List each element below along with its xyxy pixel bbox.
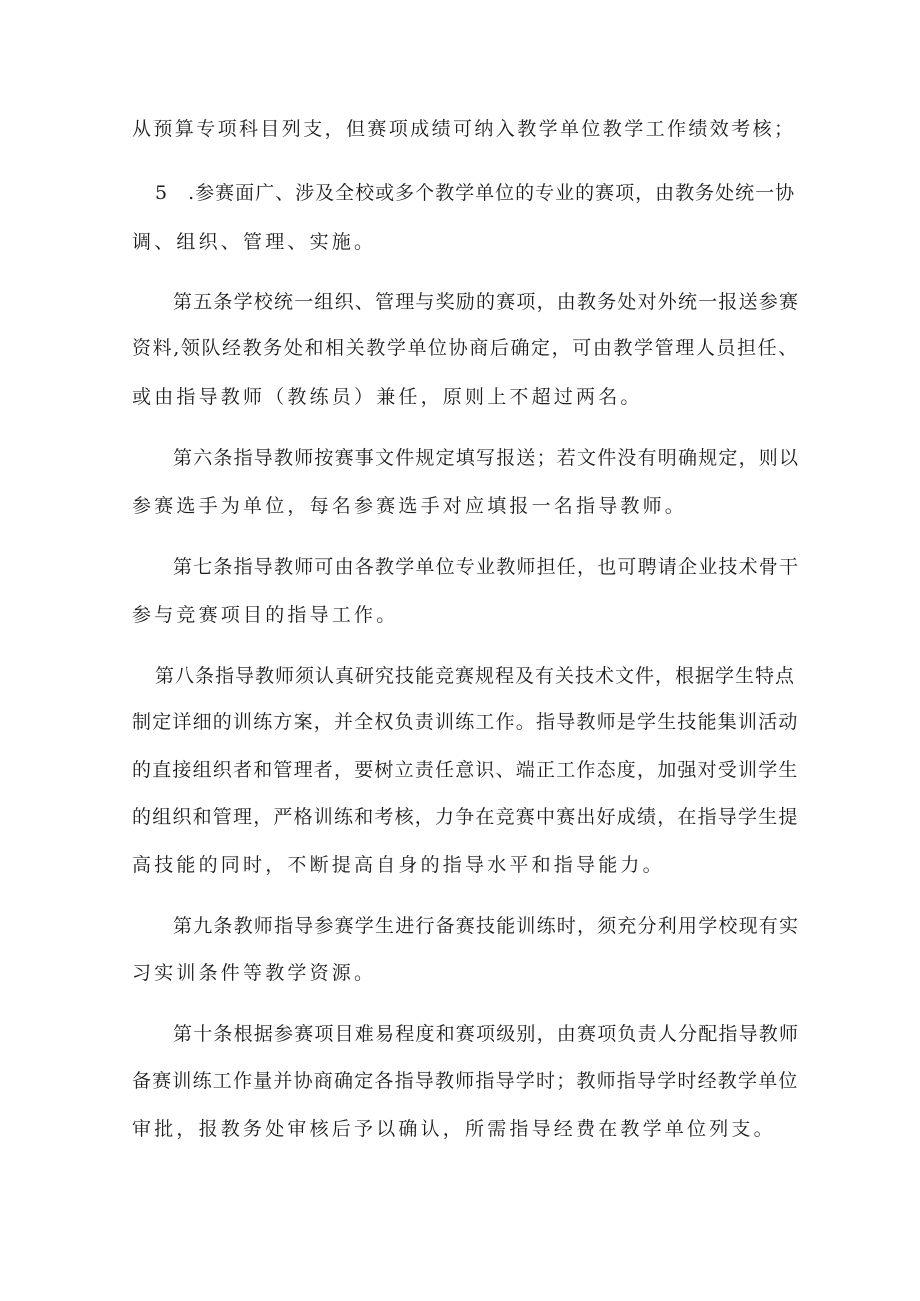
paragraph-line: 高技能的同时，不断提高自身的指导水平和指导能力。 xyxy=(132,854,665,876)
paragraph-line: 参与竞赛项目的指导工作。 xyxy=(132,604,399,626)
paragraph-line: 的组织和管理，严格训练和考核，力争在竞赛中赛出好成绩，在指导学生提 xyxy=(132,806,799,828)
paragraph-line: 习实训条件等教学资源。 xyxy=(132,962,377,984)
paragraph-line: 5 .参赛面广、涉及全校或多个教学单位的专业的赛项，由教务处统一协 xyxy=(155,182,796,204)
paragraph-line: 制定详细的训练方案，并全权负责训练工作。指导教师是学生技能集训活动 xyxy=(132,711,799,733)
paragraph-line: 第九条教师指导参赛学生进行备赛技能训练时，须充分利用学校现有实 xyxy=(173,915,800,937)
paragraph-line: 或由指导教师（教练员）兼任，原则上不超过两名。 xyxy=(132,386,643,408)
paragraph-line: 备赛训练工作量并协商确定各指导教师指导学时；教师指导学时经教学单位 xyxy=(132,1070,799,1092)
paragraph-line: 第十条根据参赛项目难易程度和赛项级别，由赛项负责人分配指导教师 xyxy=(173,1023,800,1045)
paragraph-line: 第八条指导教师须认真研究技能竞赛规程及有关技术文件，根据学生特点 xyxy=(155,665,796,687)
paragraph-line: 参赛选手为单位，每名参赛选手对应填报一名指导教师。 xyxy=(132,495,688,517)
paragraph-line: 第六条指导教师按赛事文件规定填写报送；若文件没有明确规定，则以 xyxy=(173,447,800,469)
paragraph-line: 从预算专项科目列支，但赛项成绩可纳入教学单位教学工作绩效考核； xyxy=(132,118,796,140)
paragraph-line: 资料,领队经教务处和相关教学单位协商后确定，可由教学管理人员担任、 xyxy=(132,337,799,359)
paragraph-line: 第五条学校统一组织、管理与奖励的赛项，由教务处对外统一报送参赛 xyxy=(173,291,800,313)
paragraph-line: 调、组织、管理、实施。 xyxy=(132,231,377,253)
paragraph-line: 的直接组织者和管理者，要树立责任意识、端正工作态度，加强对受训学生 xyxy=(132,759,799,781)
paragraph-line: 第七条指导教师可由各教学单位专业教师担任，也可聘请企业技术骨干 xyxy=(173,556,800,578)
paragraph-line: 审批，报教务处审核后予以确认，所需指导经费在教学单位列支。 xyxy=(132,1118,776,1140)
